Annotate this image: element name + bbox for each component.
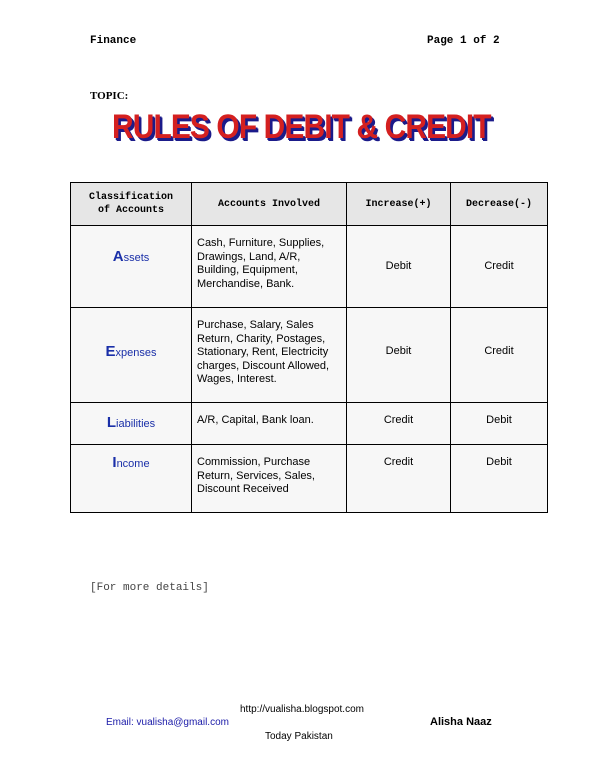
classification-initial: A — [112, 248, 124, 265]
accounts-involved-cell: Purchase, Salary, Sales Return, Charity, Postages, Stationary, Rent, Electricity charges, Discount Allowed, Wages, Interest. — [192, 308, 347, 403]
table-header-row — [71, 183, 548, 226]
classification-rest: iabilities — [116, 418, 156, 430]
table-row — [71, 445, 548, 513]
column-header-classification: Classification of Accounts — [71, 183, 192, 226]
table-row — [71, 403, 548, 445]
increase-cell: Debit — [347, 226, 451, 308]
classification-rest: xpenses — [115, 347, 157, 359]
topic-label: TOPIC: — [90, 90, 129, 102]
more-details-link[interactable]: [For more details] — [90, 582, 209, 594]
rules-table — [70, 182, 548, 513]
classification-cell — [71, 403, 192, 445]
increase-cell: Credit — [347, 445, 451, 513]
decrease-cell: Credit — [451, 308, 548, 403]
page-title: RULES OF DEBIT & CREDIT — [112, 108, 491, 146]
footer-url-link[interactable]: http://vualisha.blogspot.com — [240, 704, 364, 715]
page-number: Page 1 of 2 — [427, 35, 500, 47]
classification-cell — [71, 308, 192, 403]
increase-cell: Debit — [347, 308, 451, 403]
accounts-involved-cell: Cash, Furniture, Supplies, Drawings, Land, A/R, Building, Equipment, Merchandise, Bank. — [192, 226, 347, 308]
decrease-cell: Debit — [451, 445, 548, 513]
increase-cell: Credit — [347, 403, 451, 445]
decrease-cell: Debit — [451, 403, 548, 445]
footer-email-link[interactable]: Email: vualisha@gmail.com — [106, 717, 229, 728]
footer-publication: Today Pakistan — [265, 731, 333, 742]
table-row — [71, 226, 548, 308]
column-header-decrease: Decrease(-) — [451, 183, 548, 226]
classification-initial: L — [106, 414, 117, 431]
column-header-increase: Increase(+) — [347, 183, 451, 226]
accounts-involved-cell: Commission, Purchase Return, Services, Sales, Discount Received — [192, 445, 347, 513]
header-section-label: Finance — [90, 35, 137, 47]
classification-cell — [71, 226, 192, 308]
classification-rest: ncome — [116, 458, 150, 470]
classification-initial: E — [105, 343, 116, 360]
classification-initial: I — [112, 454, 117, 471]
accounts-involved-cell: A/R, Capital, Bank loan. — [192, 403, 347, 445]
classification-cell — [71, 445, 192, 513]
classification-rest: ssets — [123, 252, 150, 264]
table-row — [71, 308, 548, 403]
decrease-cell: Credit — [451, 226, 548, 308]
column-header-accounts: Accounts Involved — [192, 183, 347, 226]
footer-author-name: Alisha Naaz — [430, 716, 492, 728]
